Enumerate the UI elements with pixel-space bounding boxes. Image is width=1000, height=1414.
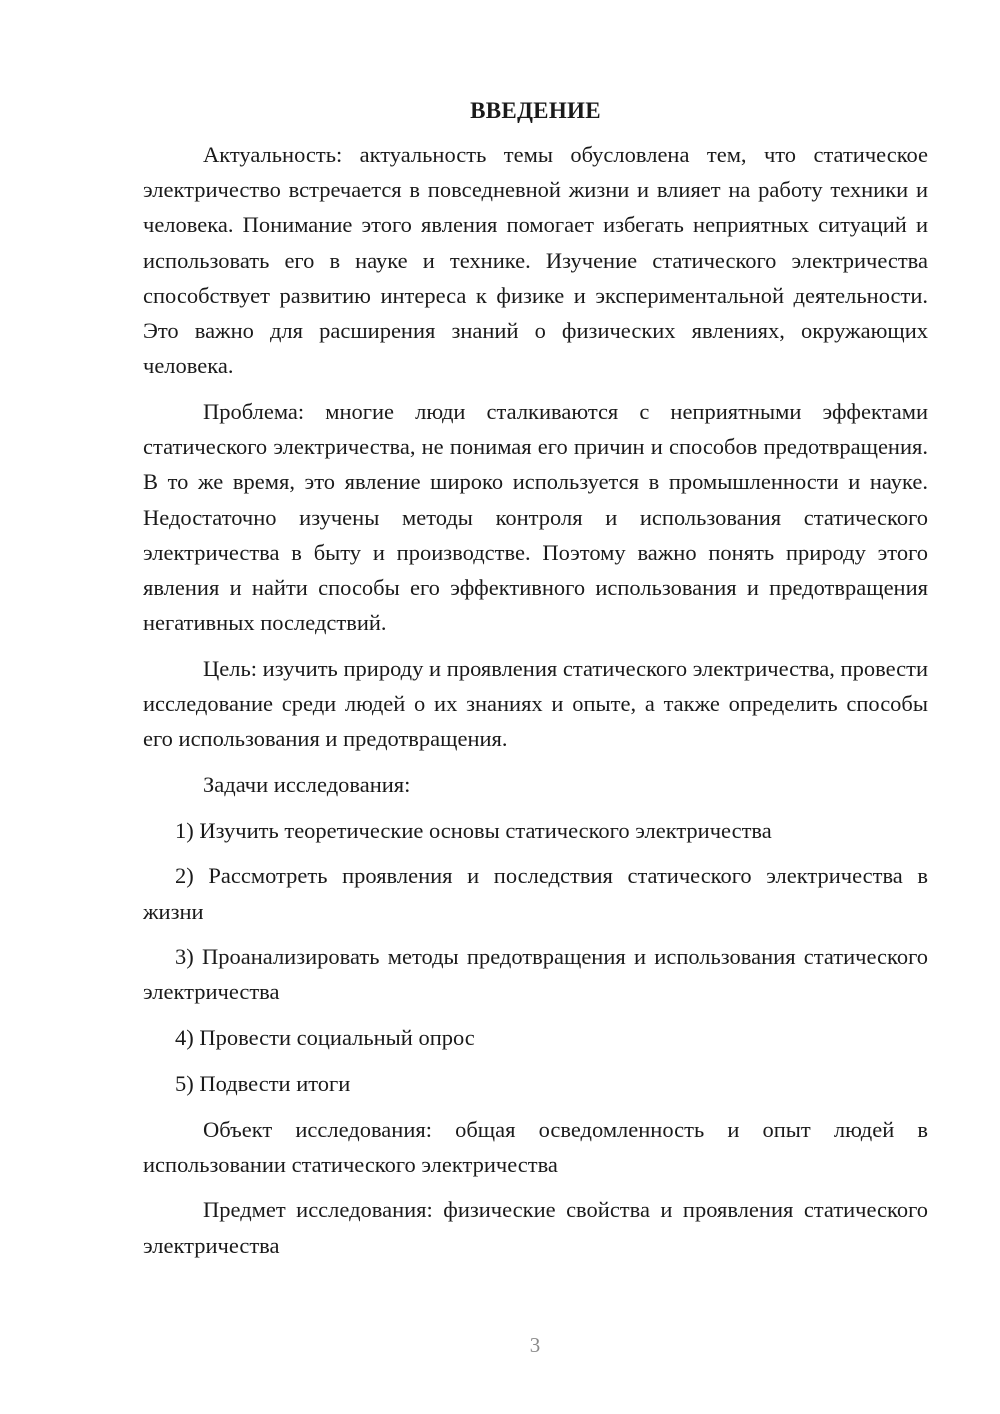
tasks-heading: Задачи исследования: [203, 771, 411, 797]
subject-paragraph: Предмет исследования: физические свойства и проявления статического электричества [143, 1197, 928, 1258]
problem-paragraph: Проблема: многие люди сталкиваются с неприятными эффектами статического электричества, не понимая его причин и способов предотвращения. В то же время, это явление широко используется в промышленности и науке. Недостаточно изучены методы контроля и использования статического электричества в быту и производстве. Поэтому важно понять природу этого явления и найти способы его эффективного использования и предотвращения негативных последствий. [143, 398, 928, 636]
task-item: 3) Проанализировать методы предотвращения и использования статического электричества [143, 944, 928, 1005]
goal-paragraph: Цель: изучить природу и проявления статического электричества, провести исследование среди людей о их знаниях и опыте, а также определить способы его использования и предотвращения. [143, 655, 928, 752]
task-item: 2) Рассмотреть проявления и последствия статического электричества в жизни [143, 863, 928, 924]
document-page [143, 95, 928, 1273]
task-item: 1) Изучить теоретические основы статического электричества [175, 817, 772, 843]
tasks-list [143, 813, 928, 1101]
task-item: 5) Подвести итоги [175, 1070, 351, 1096]
relevance-paragraph: Актуальность: актуальность темы обусловлена тем, что статическое электричество встречается в повседневной жизни и влияет на работу техники и человека. Понимание этого явления помогает избегать неприятных ситуаций и использовать его в науке и технике. Изучение статического электричества способствует развитию интереса к физике и экспериментальной деятельности. Это важно для расширения знаний о физических явлениях, окружающих человека. [143, 142, 928, 379]
task-item: 4) Провести социальный опрос [175, 1025, 475, 1051]
object-paragraph: Объект исследования: общая осведомленность и опыт людей в использовании статического электричества [143, 1116, 928, 1177]
page-title: ВВЕДЕНИЕ [470, 98, 601, 123]
page-number: 3 [529, 1333, 541, 1357]
